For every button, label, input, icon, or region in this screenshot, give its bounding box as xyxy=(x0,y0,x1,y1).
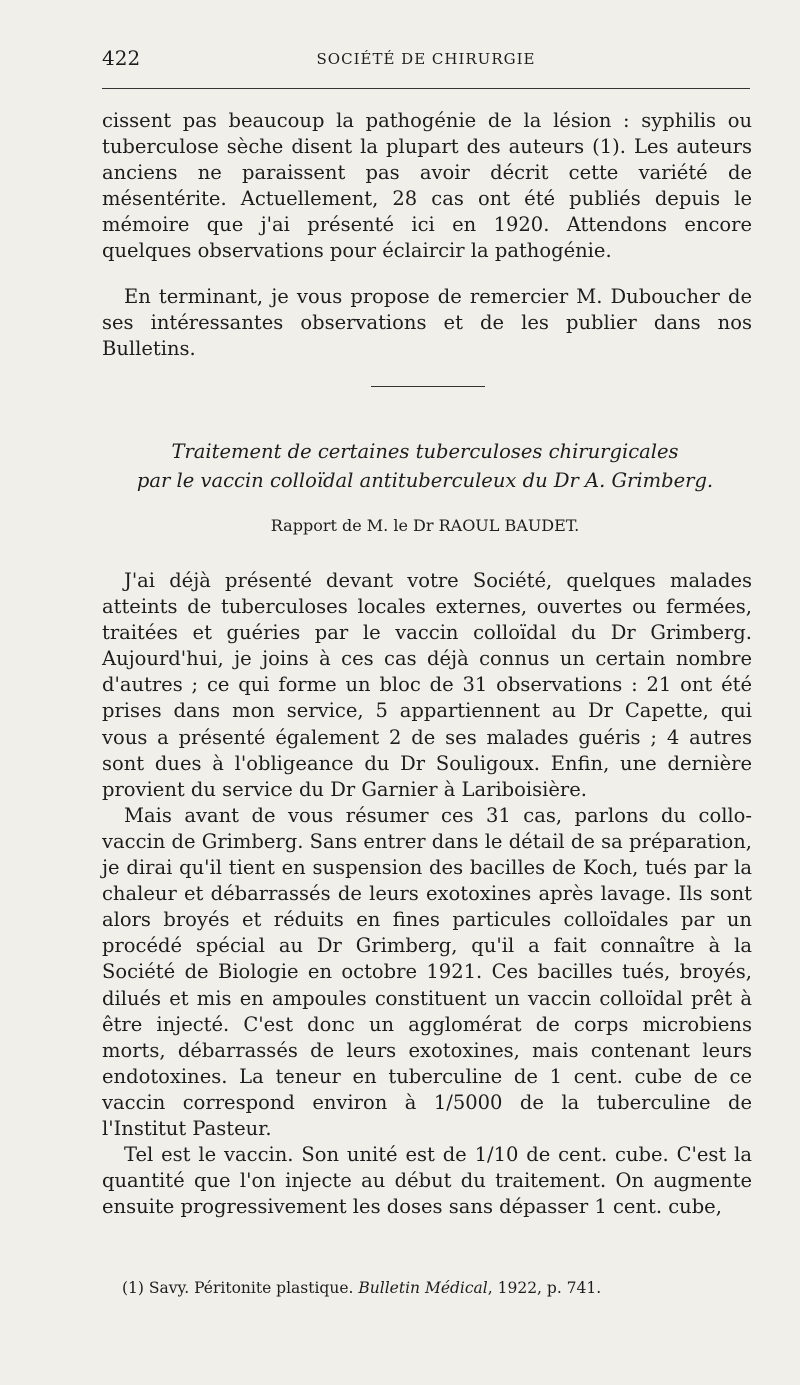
report-byline: Rapport de M. le Dr RAOUL BAUDET. xyxy=(270,516,580,535)
footnote-journal: Bulletin Médical xyxy=(358,1279,488,1297)
article-title xyxy=(100,437,750,495)
running-head: SOCIÉTÉ DE CHIRURGIE xyxy=(316,50,536,68)
footnote-text: Savy. Péritonite plastique. xyxy=(148,1279,354,1297)
section-divider xyxy=(371,386,485,387)
article-title-line-2: par le vaccin colloïdal antituberculeux du Dr A. Grimberg. xyxy=(136,469,714,492)
footnote-citation: , 1922, p. 741. xyxy=(487,1279,602,1297)
footnote xyxy=(122,1279,750,1297)
intro-paragraph-2: En terminant, je vous propose de remercier M. Duboucher de ses intéressantes observations et de les publier dans nos Bulletins. xyxy=(102,284,752,360)
article-paragraph-3: Tel est le vaccin. Son unité est de 1/10 de cent. cube. C'est la quantité que l'on injecte au début du traitement. On augmente ensuite progressivement les doses sans dépasser 1 cent. cube, xyxy=(102,1143,752,1219)
intro-section xyxy=(102,108,752,362)
article-body xyxy=(102,568,752,1220)
header-rule xyxy=(102,88,750,89)
footnote-mark: (1) xyxy=(122,1279,144,1297)
article-title-line-1: Traitement de certaines tuberculoses chirurgicales xyxy=(171,440,679,463)
intro-paragraph-1: cissent pas beaucoup la pathogénie de la lésion : syphilis ou tuberculose sèche disent la plupart des auteurs (1). Les auteurs anciens ne paraissent pas avoir décrit cette variété de mésentérite. Actuellement, 28 cas ont été publiés depuis le mémoire que j'ai présenté ici en 1920. Attendons encore quelques observations pour éclaircir la pathogénie. xyxy=(102,109,752,263)
article-paragraph-2: Mais avant de vous résumer ces 31 cas, parlons du collo-vaccin de Grimberg. Sans entrer dans le détail de sa préparation, je dirai qu'il tient en suspension des bacilles de Koch, tués par la chaleur et débarrassés de leurs exotoxines après lavage. Ils sont alors broyés et réduits en fines particules colloïdales par un procédé spécial au Dr Grimberg, qu'il a fait connaître à la Société de Biologie en octobre 1921. Ces bacilles tués, broyés, dilués et mis en ampoules constituent un vaccin colloïdal prêt à être injecté. C'est donc un agglomérat de corps microbiens morts, débarrassés de leurs exotoxines, mais contenant leurs endotoxines. La teneur en tuberculine de 1 cent. cube de ce vaccin correspond environ à 1/5000 de la tuberculine de l'Institut Pasteur. xyxy=(102,803,752,1140)
page-number: 422 xyxy=(102,46,141,70)
page-header xyxy=(102,44,750,74)
article-paragraph-1: J'ai déjà présenté devant votre Société, quelques malades atteints de tuberculoses locales externes, ouvertes ou fermées, traitées et guéries par le vaccin colloïdal du Dr Grimberg. Aujourd'hui, je joins à ces cas déjà connus un certain nombre d'autres ; ce qui forme un bloc de 31 observations : 21 ont été prises dans mon service, 5 appartiennent au Dr Capette, qui vous a présenté également 2 de ses malades guéris ; 4 autres sont dues à l'obligeance du Dr Souligoux. Enfin, une dernière provient du service du Dr Garnier à Lariboisière. xyxy=(102,569,752,801)
